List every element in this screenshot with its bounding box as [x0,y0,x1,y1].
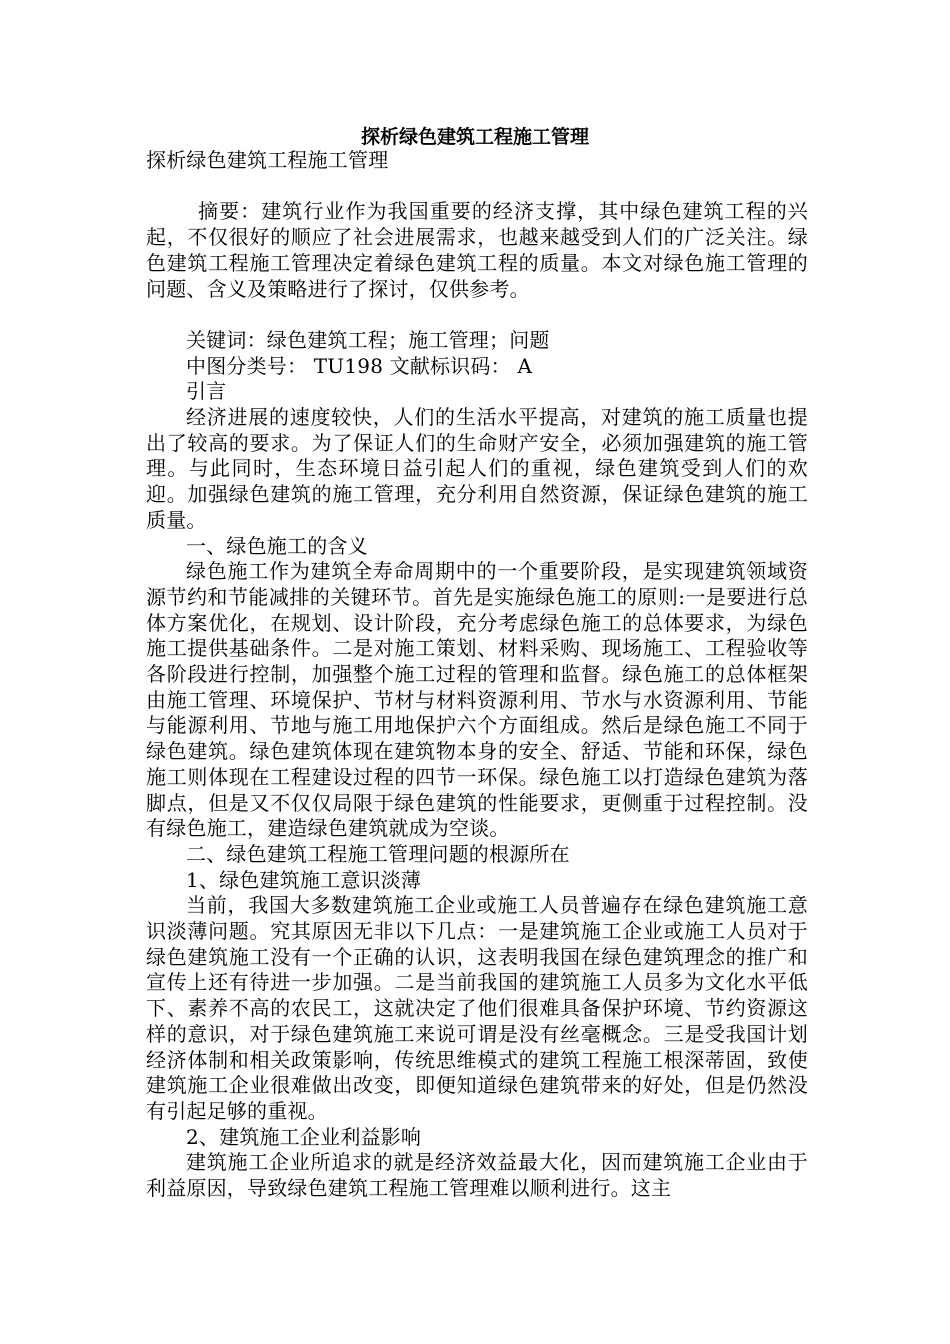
blank-line [146,302,808,328]
classification-line: 中图分类号： TU198 文献标识码： A [186,353,533,378]
document-body [146,148,808,1202]
section-2-heading: 二、绿色建筑工程施工管理问题的根源所在 [186,841,570,866]
intro-paragraph: 经济进展的速度较快，人们的生活水平提高，对建筑的施工质量也提出了较高的要求。为了保证人们的生命财产安全，必须加强建筑的施工管理。与此同时，生态环境日益引起人们的重视，绿色建筑受到人们的欢迎。加强绿色建筑的施工管理，充分利用自然资源，保证绿色建筑的施工质量。 [146,405,808,532]
subsection-1-paragraph: 当前，我国大多数建筑施工企业或施工人员普遍存在绿色建筑施工意识淡薄问题。究其原因无非以下几点：一是建筑施工企业或施工人员对于绿色建筑施工没有一个正确的认识，这表明我国在绿色建筑理念的推广和宣传上还有待进一步加强。二是当前我国的建筑施工人员多为文化水平低下、素养不高的农民工，这就决定了他们很难具备保护环境、节约资源这样的意识，对于绿色建筑施工来说可谓是没有丝毫概念。三是受我国计划经济体制和相关政策影响，传统思维模式的建筑工程施工根深蒂固，致使建筑施工企业很难做出改变，即便知道绿色建筑带来的好处，但是仍然没有引起足够的重视。 [146,893,808,1123]
intro-heading: 引言 [186,379,227,404]
subsection-2-heading: 2、建筑施工企业利益影响 [186,1124,422,1149]
section-1-paragraph: 绿色施工作为建筑全寿命周期中的一个重要阶段，是实现建筑领域资源节约和节能减排的关键环节。首先是实施绿色施工的原则:一是要进行总体方案优化，在规划、设计阶段，充分考虑绿色施工的总体要求，为绿色施工提供基础条件。二是对施工策划、材料采购、现场施工、工程验收等各阶段进行控制，加强整个施工过程的管理和监督。绿色施工的总体框架由施工管理、环境保护、节材与材料资源利用、节水与水资源利用、节能与能源利用、节地与施工用地保护六个方面组成。然后是绿色施工不同于绿色建筑。绿色建筑体现在建筑物本身的安全、舒适、节能和环保，绿色施工则体现在工程建设过程的四节一环保。绿色施工以打造绿色建筑为落脚点，但是又不仅仅局限于绿色建筑的性能要求，更侧重于过程控制。没有绿色施工，建造绿色建筑就成为空谈。 [146,559,808,841]
section-1-heading: 一、绿色施工的含义 [186,533,368,558]
document-title: 探析绿色建筑工程施工管理 [360,126,589,148]
abstract-paragraph: 摘要：建筑行业作为我国重要的经济支撑，其中绿色建筑工程的兴起，不仅很好的顺应了社会进展需求，也越来越受到人们的广泛关注。绿色建筑工程施工管理决定着绿色建筑工程的质量。本文对绿色施工管理的问题、含义及策略进行了探讨，仅供参考。 [146,199,808,301]
keywords-line: 关键词：绿色建筑工程；施工管理；问题 [186,327,550,352]
subsection-2-paragraph: 建筑施工企业所追求的就是经济效益最大化，因而建筑施工企业由于利益原因，导致绿色建筑工程施工管理难以顺利进行。这主 [146,1150,808,1201]
blank-line [146,174,808,200]
subsection-1-heading: 1、绿色建筑施工意识淡薄 [186,867,422,892]
document-subtitle: 探析绿色建筑工程施工管理 [146,148,389,172]
